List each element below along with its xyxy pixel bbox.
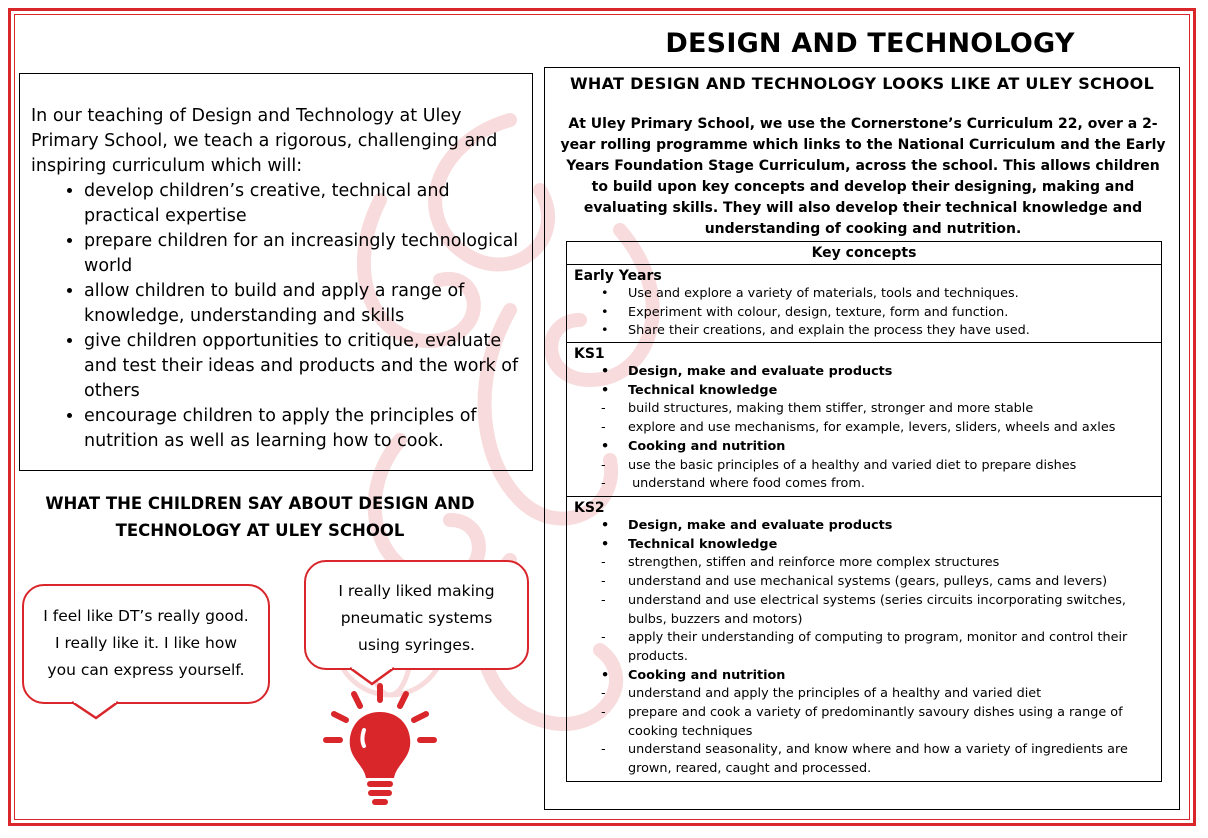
list-item: - use the basic principles of a healthy and varied diet to prepare dishes — [601, 457, 1077, 473]
quote-line: I really liked making — [338, 582, 495, 600]
quote-bubble-2 — [304, 560, 529, 670]
intro-paragraph: In our teaching of Design and Technology at Uley Primary School, we teach a rigorous, challenging and inspiring curriculum which will: — [31, 106, 498, 176]
looks-like-heading: WHAT DESIGN AND TECHNOLOGY LOOKS LIKE AT ULEY SCHOOL — [569, 74, 1155, 93]
bubble-tail — [70, 700, 120, 722]
list-item: • allow children to build and apply a range of knowledge, understanding and skills — [84, 279, 522, 329]
list-item: - understand and apply the principles of a healthy and varied diet — [601, 686, 1042, 702]
list-item: • Cooking and nutrition — [601, 667, 786, 683]
list-item: • Design, make and evaluate products — [601, 364, 893, 379]
list-item: • Technical knowledge — [601, 536, 778, 552]
intro-bullet-list — [31, 179, 522, 454]
section-title: Early Years — [574, 268, 662, 284]
list-item: • Design, make and evaluate products — [601, 518, 893, 533]
intro-panel — [19, 73, 533, 471]
quote-bubble-1 — [22, 584, 270, 704]
list-item-continuation: cooking techniques — [628, 723, 753, 739]
list-item: - prepare and cook a variety of predominantly savoury dishes using a range of — [601, 705, 1123, 721]
section-title: KS1 — [574, 346, 605, 362]
list-item-continuation: grown, reared, caught and processed. — [628, 761, 872, 777]
list-item: - build structures, making them stiffer, stronger and more stable — [601, 401, 1034, 417]
list-item: • Share their creations, and explain the process they have used. — [601, 323, 1030, 339]
ks1-section — [567, 343, 1161, 497]
key-concepts-header: Key concepts — [567, 242, 1161, 265]
quote-line: using syringes. — [358, 636, 475, 654]
list-item-continuation: bulbs, buzzers and motors) — [628, 611, 803, 627]
lightbulb-icon — [318, 680, 446, 814]
list-item: • Technical knowledge — [601, 382, 778, 398]
looks-like-paragraph: At Uley Primary School, we use the Cornerstone’s Curriculum 22, over a 2-year rolling programme which links to the National Curriculum and the Early Years Foundation Stage Curriculum, across the school. This allows children to build upon key concepts and develop their designing, making and evaluating skills. They will also develop their technical knowledge and understanding of cooking and nutrition. — [560, 116, 1166, 237]
list-item: • Experiment with colour, design, texture, form and function. — [601, 304, 1009, 320]
list-item: - understand and use electrical systems (series circuits incorporating switches, — [601, 592, 1127, 608]
list-item: - strengthen, stiffen and reinforce more complex structures — [601, 555, 1000, 571]
list-item: • encourage children to apply the principles of nutrition as well as learning how to cook. — [84, 404, 522, 454]
quote-line: you can express yourself. — [47, 661, 245, 679]
early-years-section — [567, 265, 1161, 343]
quote-line: I really like it. I like how — [55, 634, 237, 652]
page-title: DESIGN AND TECHNOLOGY — [665, 28, 1075, 59]
list-item: - understand seasonality, and know where and how a variety of ingredients are — [601, 742, 1128, 758]
quote-line: I feel like DT’s really good. — [43, 607, 249, 625]
list-item: • Cooking and nutrition — [601, 438, 786, 454]
heading-line: WHAT THE CHILDREN SAY ABOUT DESIGN AND — [45, 494, 475, 513]
list-item: • give children opportunities to critique, evaluate and test their ideas and products and the work of others — [84, 329, 522, 404]
list-item: - understand and use mechanical systems (gears, pulleys, cams and levers) — [601, 574, 1108, 590]
children-say-heading — [30, 490, 490, 544]
heading-line: TECHNOLOGY AT ULEY SCHOOL — [115, 521, 405, 540]
list-item: • prepare children for an increasingly technological world — [84, 229, 522, 279]
list-item: • develop children’s creative, technical and practical expertise — [84, 179, 522, 229]
ks2-section — [567, 497, 1161, 779]
list-item: - understand where food comes from. — [601, 476, 865, 492]
list-item: - apply their understanding of computing to program, monitor and control their — [601, 630, 1128, 646]
list-item: - explore and use mechanisms, for example, levers, sliders, wheels and axles — [601, 420, 1116, 436]
list-item-continuation: products. — [628, 648, 688, 664]
list-item: • Use and explore a variety of materials, tools and techniques. — [601, 286, 1019, 301]
quote-line: pneumatic systems — [340, 609, 493, 627]
key-concepts-table — [566, 241, 1162, 782]
section-title: KS2 — [574, 500, 605, 516]
